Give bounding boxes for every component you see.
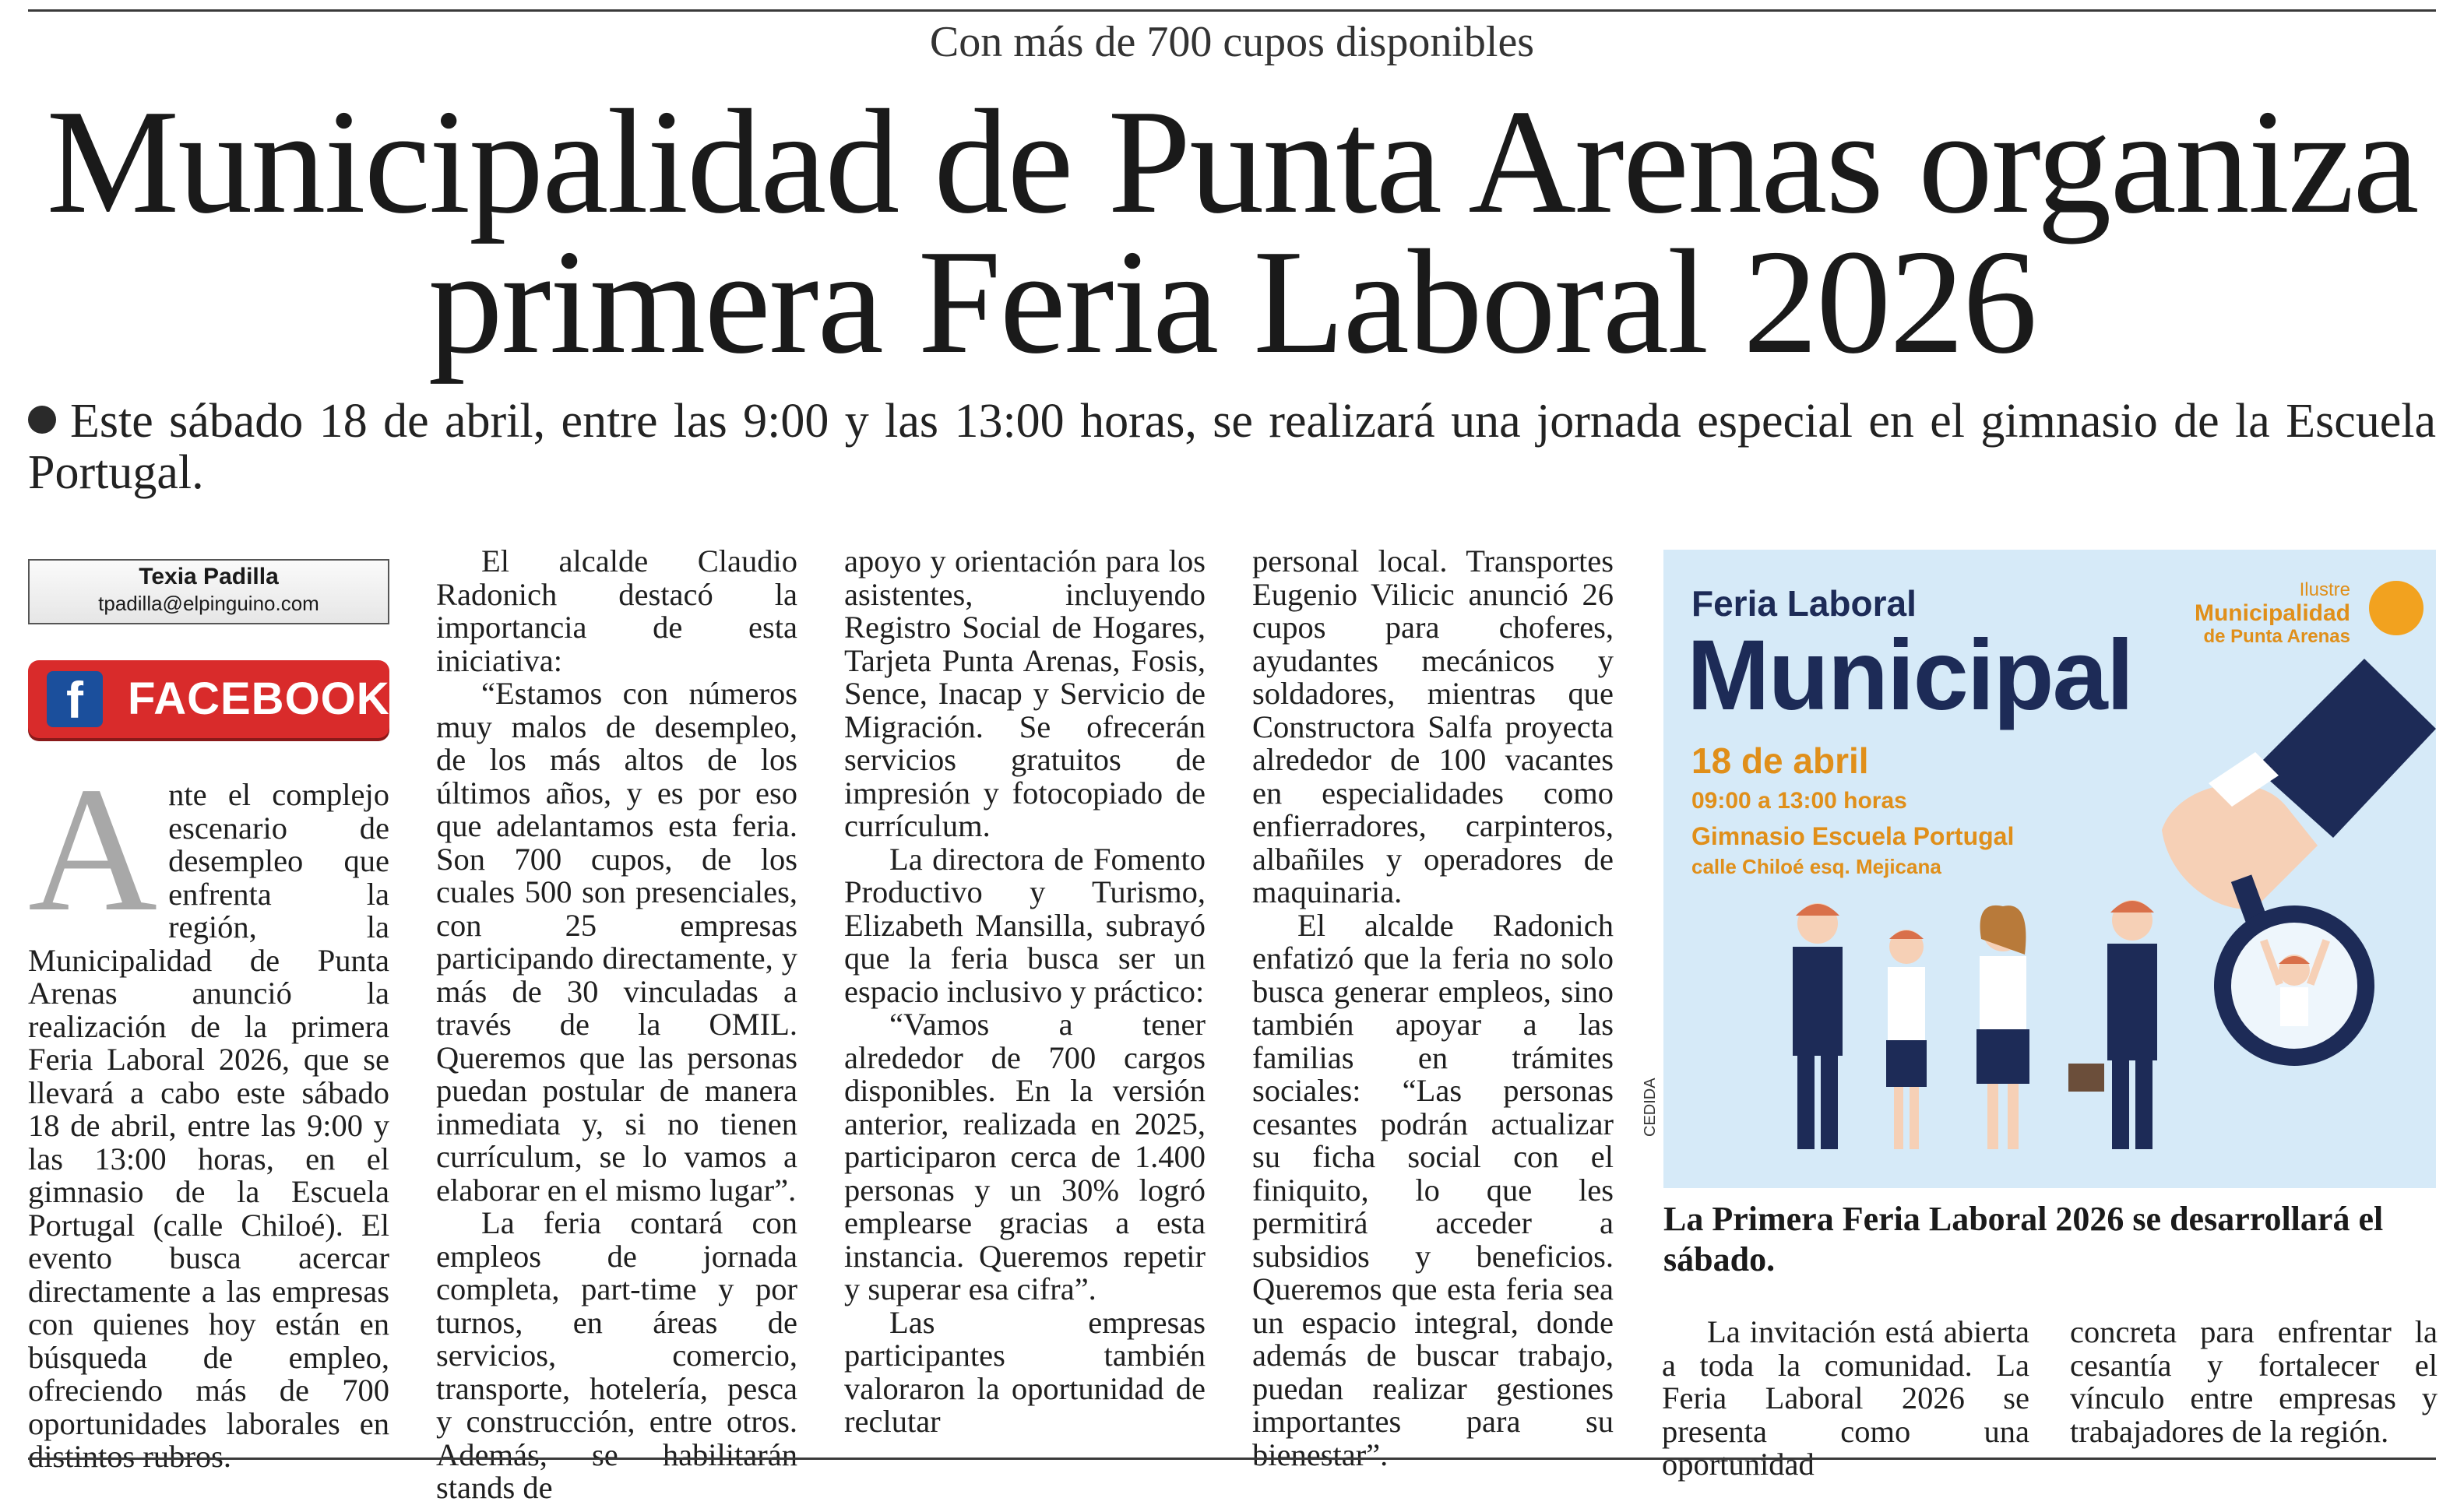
paragraph: “Estamos con números muy malos de desempleo, de los más altos de los últimos años, y es por eso que adelantamos esta feria. Son 700 cupos, de los cuales 500 son presenciales, con 25 empresas participando directamente, y más de 30 vinculadas a través de la OMIL. Queremos que las personas puedan postular de manera inmediata y, si no tienen currículum, se lo vamos a elaborar en el mismo lugar”. bbox=[436, 676, 797, 1208]
muni-line-2: Municipalidad bbox=[2194, 600, 2350, 626]
top-rule bbox=[28, 9, 2436, 12]
person-icon bbox=[1886, 930, 1927, 1149]
article-column-6 bbox=[2070, 1316, 2438, 1448]
kicker: Con más de 700 cupos disponibles bbox=[929, 18, 1535, 66]
author-name: Texia Padilla bbox=[139, 564, 279, 589]
paragraph: concreta para enfrentar la cesantía y fortalecer el vínculo entre empresas y trabajadores de la región. bbox=[2070, 1314, 2438, 1449]
article-column-3 bbox=[844, 545, 1206, 1439]
facebook-label: FACEBOOK bbox=[128, 673, 390, 724]
event-promo-image bbox=[1663, 550, 2436, 1188]
paragraph: La feria contará con empleos de jornada completa, part-time y por turnos, en áreas de servicios, comercio, transporte, hotelería, pesca y construcción, entre otros. Además, se habilitarán stands de bbox=[436, 1205, 797, 1505]
paragraph: Las empresas participantes también valoraron la oportunidad de reclutar bbox=[844, 1304, 1206, 1439]
article-column-5 bbox=[1662, 1316, 2029, 1482]
promo-date: 18 de abril bbox=[1691, 740, 1869, 781]
person-icon bbox=[1976, 905, 2029, 1149]
paragraph: “Vamos a tener alrededor de 700 cargos disponibles. En la versión anterior, realizada en 2025, participaron cerca de 1.400 personas y un 30% logró emplearse gracias a esta instancia. Queremos repetir y superar esa cifra”. bbox=[844, 1007, 1206, 1306]
facebook-icon: f bbox=[47, 671, 103, 727]
paragraph: El alcalde Claudio Radonich destacó la importancia de esta iniciativa: bbox=[436, 543, 797, 678]
promo-street: calle Chiloé esq. Mejicana bbox=[1691, 855, 1941, 878]
bullet-icon bbox=[28, 406, 56, 434]
article-column-4 bbox=[1252, 545, 1614, 1472]
hand-icon bbox=[2162, 659, 2436, 909]
article-column-1 bbox=[28, 750, 389, 1474]
article-column-2 bbox=[436, 545, 797, 1505]
paragraph: nte el complejo escenario de desempleo que enfrenta la región, la Municipalidad de Punta Arenas anunció la realización de la primera Feria Laboral 2026, que se llevará a cabo este sábado 18 de abril, entre las 9:00 y las 13:00 horas, en el gimnasio de la Escuela Portugal (calle Chiloé). El evento busca acercar directamente a las empresas con quienes hoy están en búsqueda de empleo, ofreciendo más de 700 oportunidades laborales en distintos rubros. bbox=[28, 777, 389, 1474]
lede bbox=[28, 396, 2436, 498]
promo-venue: Gimnasio Escuela Portugal bbox=[1691, 822, 2015, 850]
facebook-button[interactable] bbox=[28, 660, 389, 738]
photo-credit: CEDIDA bbox=[1642, 1078, 1659, 1137]
promo-small-title: Feria Laboral bbox=[1691, 583, 1917, 624]
job-seekers-illustration bbox=[1663, 550, 2436, 1188]
author-email[interactable]: tpadilla@elpinguino.com bbox=[98, 592, 319, 615]
paragraph: apoyo y orientación para los asistentes, incluyendo Registro Social de Hogares, Tarjeta Punta Arenas, Fosis, Sence, Inacap y Servicio de Migración. Se ofrecerán servicios gratuitos de impresión y fotocopiado de currículum. bbox=[844, 543, 1206, 843]
headline: Municipalidad de Punta Arenas organiza primera Feria Laboral 2026 bbox=[46, 79, 2418, 385]
drop-cap: A bbox=[28, 750, 158, 948]
paragraph: personal local. Transportes Eugenio Vilicic anunció 26 cupos para choferes, ayudantes mecánicos y soldadores, mientras que Constructora Salfa proyecta alrededor de 100 vacantes en especialidades como enfierradores, carpinteros, albañiles y operadores de maquinaria. bbox=[1252, 543, 1614, 909]
bottom-rule bbox=[28, 1458, 2436, 1460]
person-icon bbox=[1793, 903, 1843, 1149]
byline-box bbox=[28, 559, 389, 624]
paragraph: El alcalde Radonich enfatizó que la feria no solo busca generar empleos, sino también apoyar a las familias en trámites sociales: “Las personas cesantes podrán actualizar su ficha social con el finiquito, lo que les permitirá acceder a subsidios y beneficios. Queremos que esta feria sea un espacio integral, donde además de buscar trabajo, puedan realizar gestiones importantes para su bienestar”. bbox=[1252, 907, 1614, 1472]
promo-hours: 09:00 a 13:00 horas bbox=[1691, 788, 1907, 814]
paragraph: La invitación está abierta a toda la comunidad. La Feria Laboral 2026 se presenta como una oportunidad bbox=[1662, 1314, 2029, 1482]
lede-text: Este sábado 18 de abril, entre las 9:00 y las 13:00 horas, se realizará una jornada especial en el gimnasio de la Escuela Portugal. bbox=[28, 395, 2436, 499]
image-caption: La Primera Feria Laboral 2026 se desarrollará el sábado. bbox=[1663, 1200, 2384, 1278]
person-icon bbox=[2068, 900, 2157, 1149]
paragraph: La directora de Fomento Productivo y Turismo, Elizabeth Mansilla, subrayó que la feria busca ser un espacio inclusivo y práctico: bbox=[844, 841, 1206, 1009]
muni-line-3: de Punta Arenas bbox=[2203, 626, 2350, 647]
muni-line-1: Ilustre bbox=[2299, 579, 2350, 600]
promo-big-title: Municipal bbox=[1687, 620, 2133, 731]
